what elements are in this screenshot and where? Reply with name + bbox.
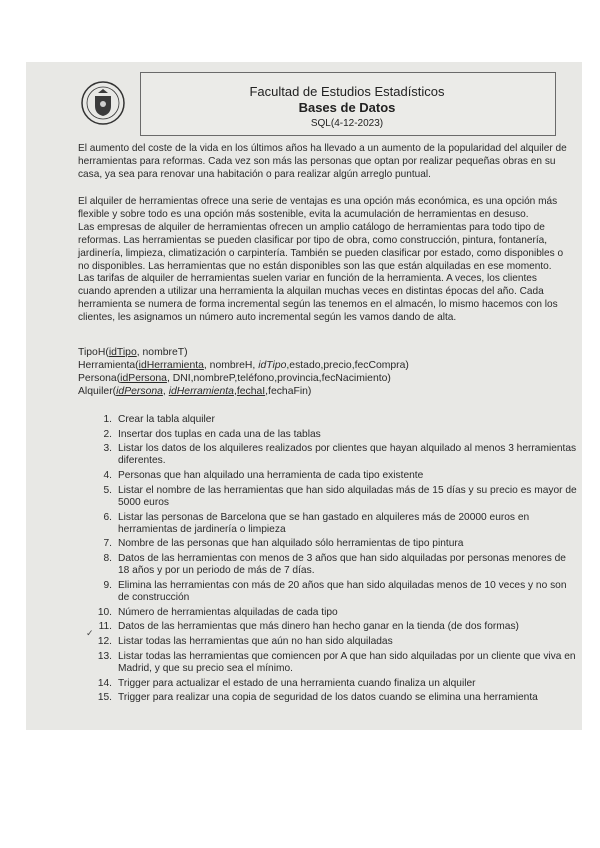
task-number: 3. xyxy=(103,443,112,455)
task-item xyxy=(86,692,578,704)
task-item xyxy=(86,485,578,510)
relational-schema xyxy=(78,346,572,398)
task-text: Personas que han alquilado una herramienta de cada tipo existente xyxy=(118,470,424,482)
task-text: Trigger para actualizar el estado de una herramienta cuando finaliza un alquiler xyxy=(118,677,476,689)
task-number: 8. xyxy=(103,553,112,565)
task-item xyxy=(86,553,578,578)
task-item xyxy=(86,512,578,537)
task-number: 7. xyxy=(103,538,112,550)
task-item xyxy=(86,636,578,648)
task-text: Crear la tabla alquiler xyxy=(118,414,215,425)
schema-herramienta: Herramienta(idHerramienta, nombreH, idTipo,estado,precio,fecCompra) xyxy=(78,360,409,371)
task-item xyxy=(86,651,578,676)
schema-alquiler: Alquiler(idPersona, idHerramienta,fechaI,fechaFin) xyxy=(78,386,312,397)
task-text: Elimina las herramientas con más de 20 años que han sido alquiladas menos de 10 veces y no son de construcción xyxy=(118,579,567,604)
task-text: Trigger para realizar una copia de seguridad de los datos cuando se elimina una herramienta xyxy=(118,692,538,704)
task-number: 11. xyxy=(98,621,112,633)
task-number: 1. xyxy=(103,414,112,425)
task-number: 4. xyxy=(103,470,112,482)
course-title: Bases de Datos xyxy=(298,100,396,115)
task-text: Listar las personas de Barcelona que se han gastado en alquileres más de 20000 euros en herramientas de jardinería o limpieza xyxy=(118,511,530,535)
task-list xyxy=(86,414,578,707)
task-text: Datos de las herramientas que más dinero han hecho ganar en la tienda (de dos formas) xyxy=(118,621,519,633)
task-text: Listar los datos de los alquileres realizados por clientes que hayan alquilado al menos 3 herramientas diferentes. xyxy=(118,443,577,467)
task-text: Número de herramientas alquiladas de cada tipo xyxy=(118,606,338,618)
task-number: 6. xyxy=(103,511,112,523)
intro-paragraph-4: Las tarifas de alquiler de herramientas suelen variar en función de la herramienta. A veces, los clientes cuando aprenden a utilizar una herramienta la alquilan muchas veces en distintas épocas del año. Cada herramienta se numera de forma incremental según las tenemos en el almacén, lo mismo hacemos con los clientes, les asignamos un número auto incremental según les vamos dando de alta. xyxy=(78,273,558,324)
intro-paragraph-2: El alquiler de herramientas ofrece una serie de ventajas es una opción más económica, es una opción más flexible y sobre todo es una opción más sostenible, evita la acumulación de herramientas en desuso. xyxy=(78,196,558,220)
task-text: Datos de las herramientas con menos de 3 años que han sido alquiladas por personas menores de 18 años y por un periodo de más de 7 días. xyxy=(118,553,566,577)
intro-paragraph-1: El aumento del coste de la vida en los últimos años ha llevado a un aumento de la popularidad del alquiler de herramientas para reformas. Cada vez son más las personas que optan por realizar pequeñas obras en su casa, ya sea para renovar una habitación o para realizar algún arreglo puntual. xyxy=(78,143,567,180)
schema-persona: Persona(idPersona, DNI,nombreP,teléfono,provincia,fecNacimiento) xyxy=(78,373,391,384)
task-number: 14. xyxy=(97,677,112,689)
task-item xyxy=(86,414,578,426)
task-item xyxy=(86,443,578,468)
task-number: 2. xyxy=(103,428,112,440)
university-seal-icon xyxy=(80,80,126,126)
task-item xyxy=(86,621,578,633)
task-number: 15. xyxy=(97,692,112,704)
task-number: 10. xyxy=(97,606,112,618)
task-text: Listar todas las herramientas que comiencen por A que han sido alquiladas por un cliente que viva en Madrid, y que su precio sea el mínimo. xyxy=(118,650,576,674)
task-text: Nombre de las personas que han alquilado sólo herramientas de tipo pintura xyxy=(118,538,464,550)
task-item xyxy=(86,607,578,619)
task-number: 13. xyxy=(97,650,112,662)
task-item xyxy=(86,429,578,441)
task-text: Listar el nombre de las herramientas que han sido alquiladas más de 15 días y su precio es mayor de 5000 euros xyxy=(118,484,577,508)
task-item xyxy=(86,678,578,690)
exam-date: SQL(4-12-2023) xyxy=(310,118,384,129)
faculty-name: Facultad de Estudios Estadísticos xyxy=(249,84,445,99)
task-number: 5. xyxy=(103,484,112,496)
task-number: 9. xyxy=(103,579,112,591)
task-text: Listar todas las herramientas que aún no han sido alquiladas xyxy=(118,636,393,648)
schema-tipo: TipoH(idTipo, nombreT) xyxy=(78,347,188,358)
pencil-tick-mark-icon: ✓ xyxy=(86,628,94,638)
task-item xyxy=(86,470,578,482)
intro-block xyxy=(78,196,572,325)
task-number: 12. xyxy=(97,636,112,648)
intro-paragraph-3: Las empresas de alquiler de herramientas ofrecen un amplio catálogo de herramientas para todo tipo de reformas. Las herramientas se pueden clasificar por tipo de obra, como construcción, pintura, fontanería, jardinería, limpieza, climatización o carpintería. También se pueden clasificar por estado, como disponibles o no disponibles. Las herramientas que no están disponibles son las que están alquiladas en ese momento. xyxy=(78,221,564,272)
task-item xyxy=(86,538,578,550)
task-item xyxy=(86,580,578,605)
task-text: Insertar dos tuplas en cada una de las tablas xyxy=(118,428,321,440)
